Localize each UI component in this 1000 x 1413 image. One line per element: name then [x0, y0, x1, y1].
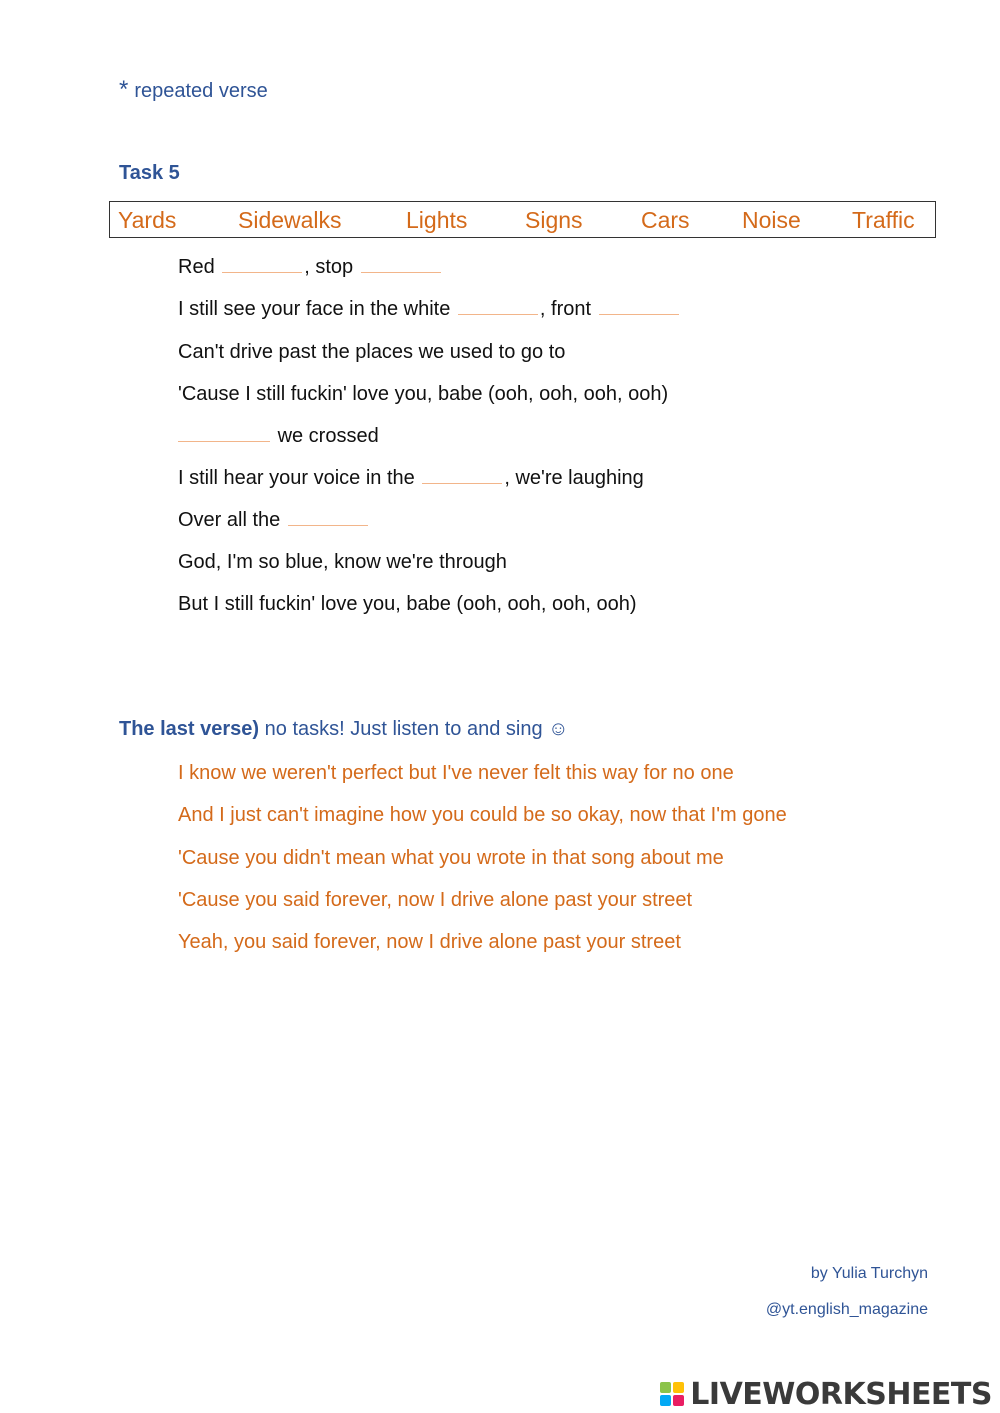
lyric-text: , stop [304, 256, 354, 278]
lyric-line-6 [178, 467, 644, 490]
final-verse-line-3: 'Cause you didn't mean what you wrote in that song about me [178, 847, 724, 869]
author-handle: @yt.english_magazine [765, 1301, 928, 1318]
answer-blank-6[interactable] [422, 482, 502, 484]
final-verse-line-4: 'Cause you said forever, now I drive alone past your street [178, 889, 693, 911]
asterisk: * [119, 76, 129, 103]
logo-square [673, 1382, 684, 1393]
lyric-text: Over all the [178, 509, 281, 531]
lyric-text: we crossed [277, 425, 379, 447]
last-verse-note: no tasks! Just listen to and sing ☺ [264, 718, 569, 740]
answer-blank-5[interactable] [178, 440, 270, 442]
lyric-line-3: Can't drive past the places we used to go to [178, 341, 566, 363]
word-cars: Cars [641, 207, 690, 233]
word-traffic: Traffic [852, 207, 915, 233]
lyric-line-5 [178, 425, 379, 448]
note-text: repeated verse [134, 80, 268, 102]
answer-blank-7[interactable] [288, 524, 368, 526]
lyric-line-7 [178, 509, 370, 532]
lyric-line-1 [178, 256, 443, 279]
task-title: Task 5 [119, 162, 180, 184]
repeated-verse-note [119, 76, 268, 104]
liveworksheets-logo[interactable] [660, 1376, 992, 1412]
last-verse-label: The last verse) [119, 718, 260, 740]
final-verse-line-2: And I just can't imagine how you could be so okay, now that I'm gone [178, 804, 787, 826]
lyric-text: I still see your face in the white [178, 298, 451, 320]
lyric-line-9: But I still fuckin' love you, babe (ooh, ooh, ooh, ooh) [178, 593, 637, 615]
lyric-line-2 [178, 298, 681, 321]
word-signs: Signs [525, 207, 583, 233]
lyric-text: , we're laughing [504, 467, 644, 489]
word-lights: Lights [406, 207, 468, 233]
answer-blank-1[interactable] [222, 271, 302, 273]
logo-text: LIVEWORKSHEETS [690, 1376, 992, 1412]
answer-blank-4[interactable] [599, 313, 679, 315]
author-credit: by Yulia Turchyn [810, 1265, 928, 1282]
logo-mark-icon [660, 1382, 684, 1406]
word-sidewalks: Sidewalks [238, 207, 342, 233]
answer-blank-2[interactable] [361, 271, 441, 273]
logo-square [660, 1382, 671, 1393]
logo-square [673, 1395, 684, 1406]
final-verse-line-5: Yeah, you said forever, now I drive alone past your street [178, 931, 681, 953]
word-noise: Noise [742, 207, 801, 233]
final-verse-line-1: I know we weren't perfect but I've never felt this way for no one [178, 762, 734, 784]
word-yards: Yards [118, 207, 177, 233]
lyric-text: I still hear your voice in the [178, 467, 415, 489]
word-bank [109, 201, 936, 238]
lyric-text: Red [178, 256, 215, 278]
lyric-line-4: 'Cause I still fuckin' love you, babe (ooh, ooh, ooh, ooh) [178, 383, 669, 405]
lyric-text: , front [539, 298, 592, 320]
last-verse-heading [119, 718, 569, 741]
lyric-line-8: God, I'm so blue, know we're through [178, 551, 507, 573]
logo-square [660, 1395, 671, 1406]
answer-blank-3[interactable] [458, 313, 538, 315]
